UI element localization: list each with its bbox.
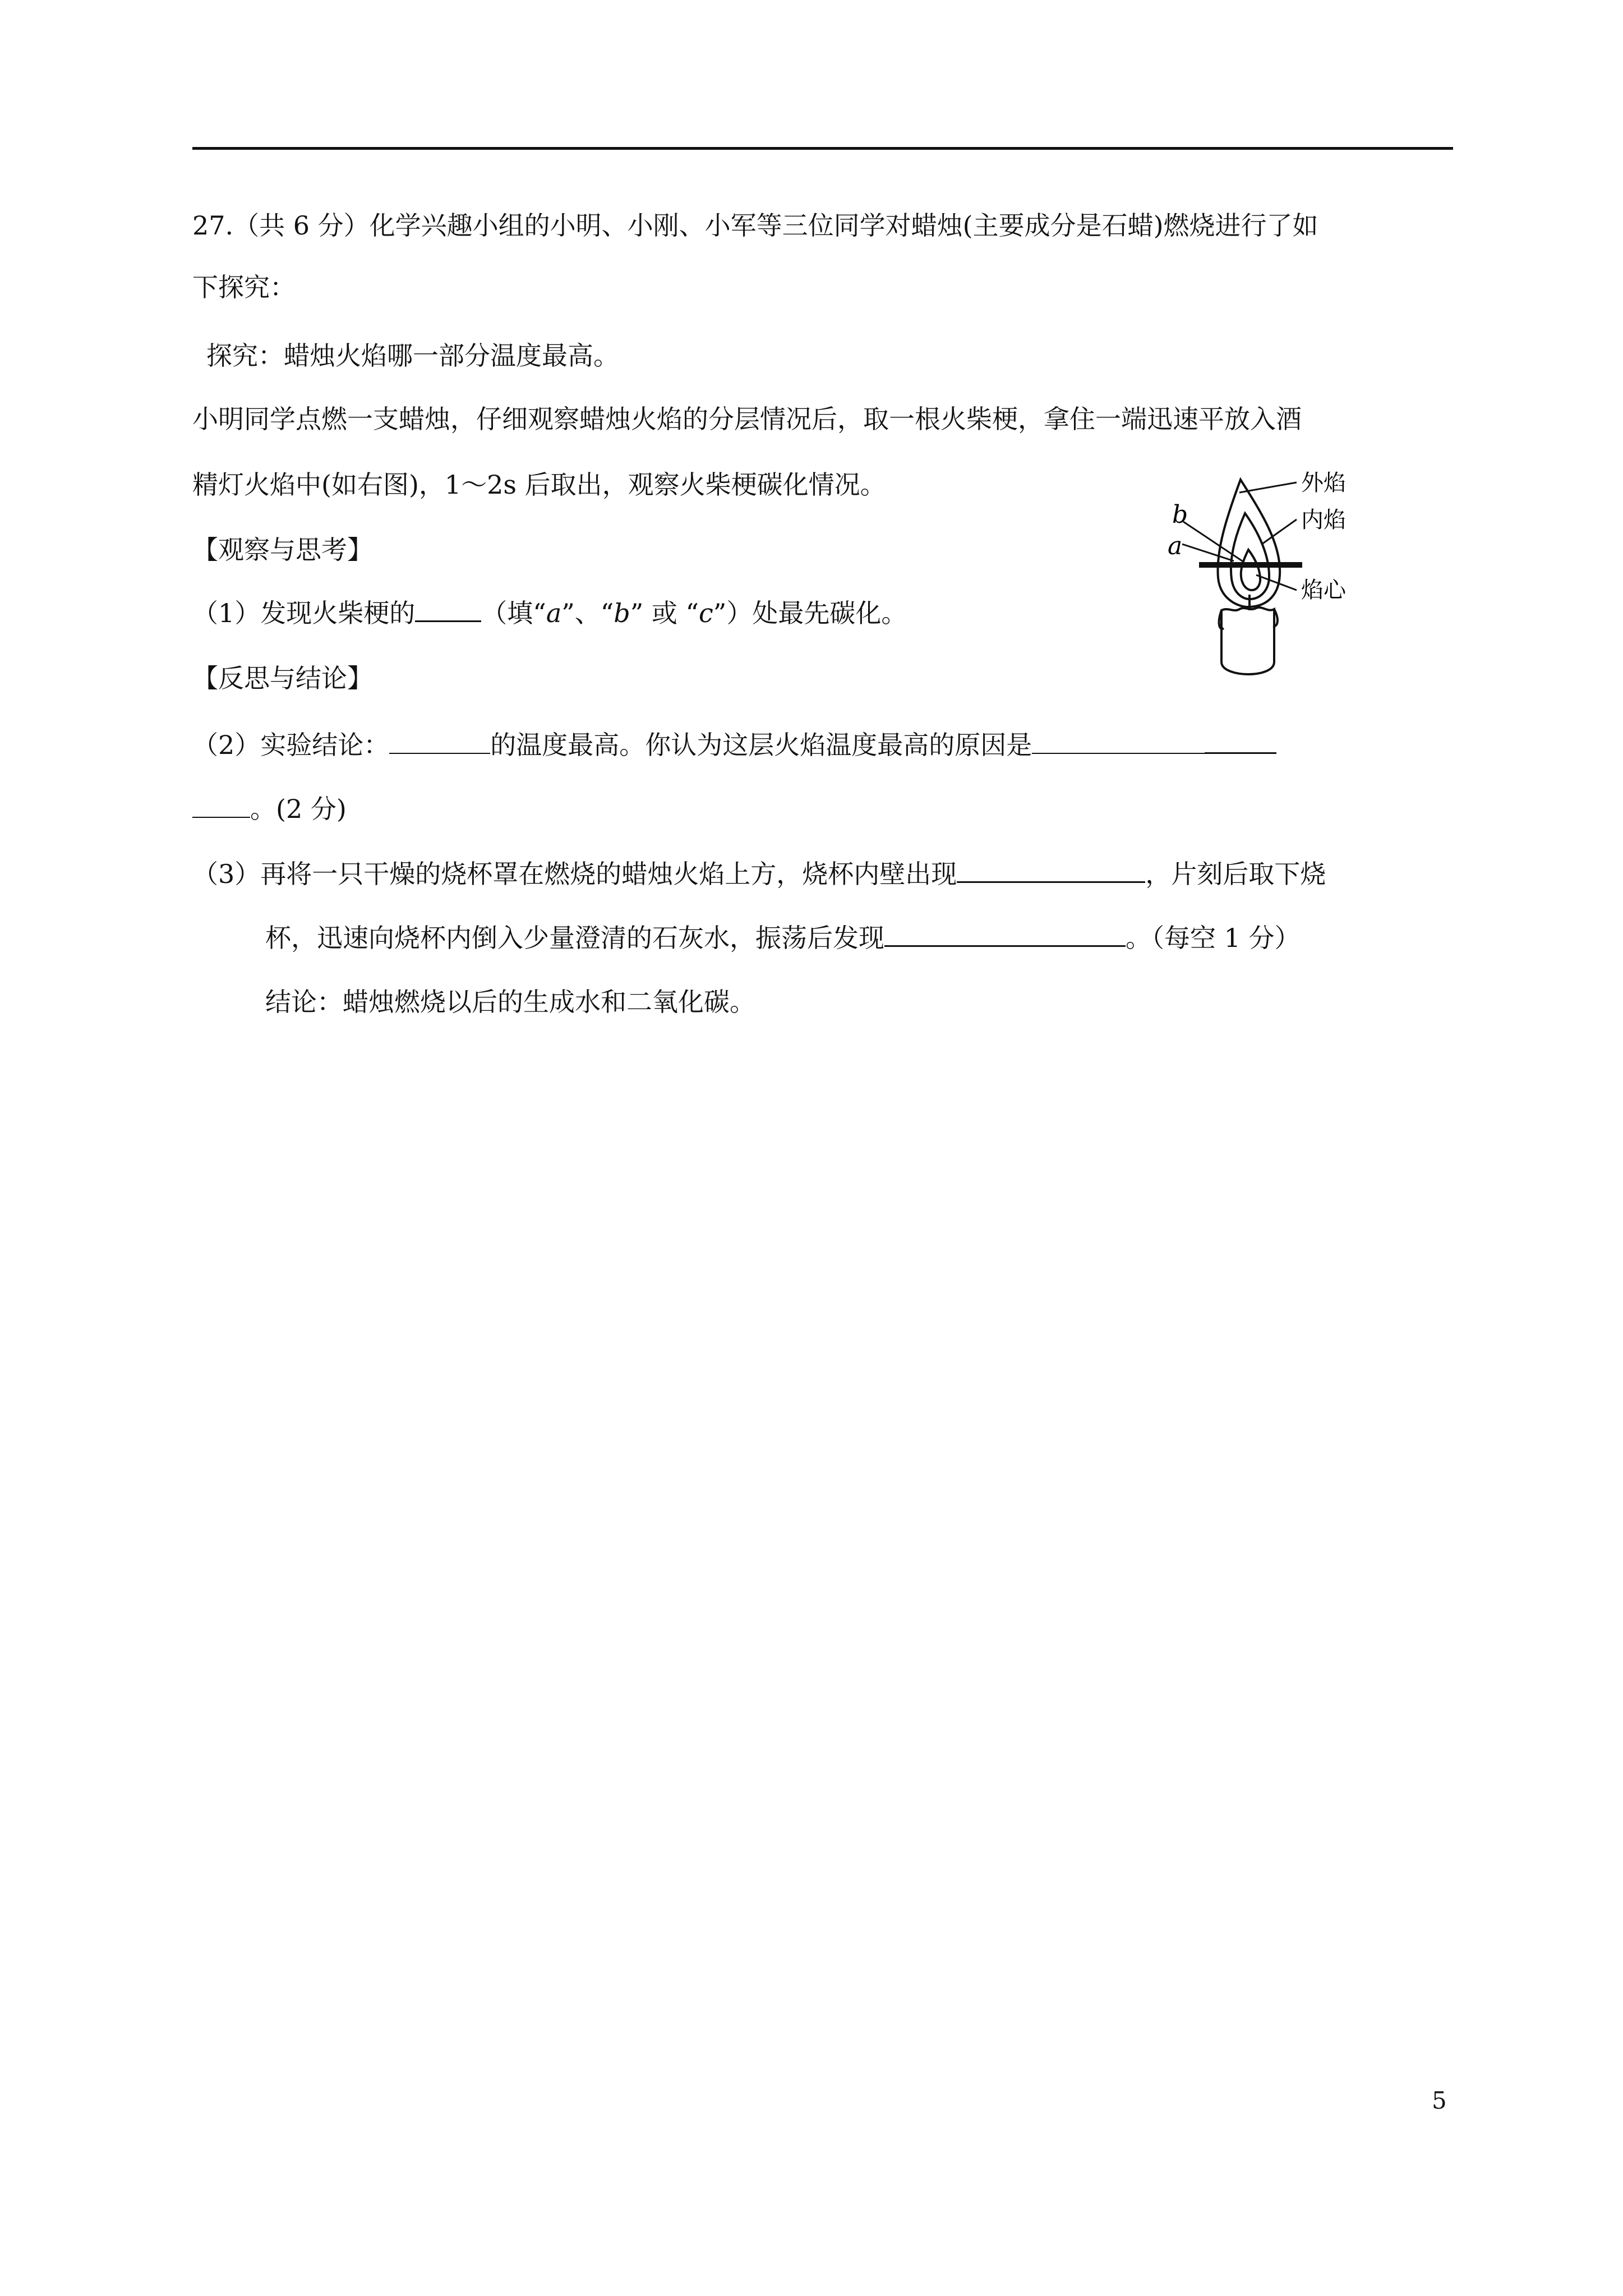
- q1-option-a: a: [546, 598, 562, 628]
- q2-answer-blank-4[interactable]: [192, 792, 250, 818]
- leader-outer: [1239, 482, 1297, 493]
- leader-a: [1182, 544, 1234, 561]
- q1-fill-open: （填“: [481, 598, 546, 628]
- label-flame-core: 焰心: [1301, 577, 1346, 603]
- candle-flame-figure: [1150, 460, 1385, 679]
- question-2-cont: [192, 792, 347, 826]
- inner-flame-shape: [1231, 513, 1269, 599]
- q1-option-b: b: [614, 598, 630, 628]
- label-outer-flame: 外焰: [1301, 470, 1346, 496]
- q3-line2-prefix: 杯，迅速向烧杯内倒入少量澄清的石灰水，振荡后发现: [265, 923, 884, 953]
- procedure-line2: 精灯火焰中(如右图)，1～2s 后取出，观察火柴梗碳化情况。: [192, 470, 886, 500]
- q3-answer-blank-1[interactable]: [957, 857, 1145, 883]
- label-inner-flame: 内焰: [1301, 507, 1346, 533]
- q3-points: 。（每空 1 分）: [1126, 923, 1301, 953]
- q1-answer-blank[interactable]: [415, 596, 481, 622]
- wax-drip: [1219, 609, 1278, 629]
- observe-heading: 【观察与思考】: [192, 535, 373, 565]
- procedure-line1: 小明同学点燃一支蜡烛，仔细观察蜡烛火焰的分层情况后，取一根火柴梗，拿住一端迅速平放入酒: [192, 404, 1302, 434]
- q2-answer-blank-3[interactable]: [1205, 728, 1276, 754]
- label-a: a: [1168, 532, 1183, 560]
- question-3-line2: [265, 921, 1301, 955]
- question-2: [192, 728, 1276, 762]
- q3-prefix: （3）再将一只干燥的烧杯罩在燃烧的蜡烛火焰上方，烧杯内壁出现: [192, 859, 957, 889]
- question-1: [192, 596, 907, 630]
- conclusion-text: 结论：蜡烛燃烧以后的生成水和二氧化碳。: [265, 987, 755, 1017]
- q27-line2: 下探究：: [192, 272, 296, 302]
- q3-answer-blank-2[interactable]: [884, 921, 1126, 947]
- flame-core-shape: [1241, 550, 1260, 590]
- q1-suffix: ”）处最先碳化。: [713, 598, 907, 628]
- q2-points: 。(2 分): [250, 794, 347, 824]
- outer-flame-shape: [1218, 480, 1280, 607]
- q2-prefix: （2）实验结论：: [192, 730, 390, 760]
- q1-sep: ”、“: [561, 598, 614, 628]
- q27-line1: 27.（共 6 分）化学兴趣小组的小明、小刚、小军等三位同学对蜡烛(主要成分是石蜡)燃烧进行了如: [192, 210, 1318, 241]
- explore-text: 探究：蜡烛火焰哪一部分温度最高。: [206, 341, 619, 371]
- q2-mid: 的温度最高。你认为这层火焰温度最高的原因是: [490, 730, 1032, 760]
- q3-mid: ，片刻后取下烧: [1145, 859, 1326, 889]
- label-b: b: [1172, 500, 1188, 529]
- question-3: [192, 857, 1326, 891]
- q1-or: ” 或 “: [630, 598, 699, 628]
- page-number: 5: [1432, 2087, 1447, 2114]
- header-rule: [192, 147, 1453, 150]
- candle-body: [1221, 608, 1274, 674]
- q2-answer-blank-1[interactable]: [389, 728, 490, 754]
- q2-answer-blank-2[interactable]: [1032, 728, 1205, 754]
- q1-option-c: c: [699, 598, 713, 628]
- reflect-heading: 【反思与结论】: [192, 663, 373, 693]
- q1-prefix: （1）发现火柴梗的: [192, 598, 416, 628]
